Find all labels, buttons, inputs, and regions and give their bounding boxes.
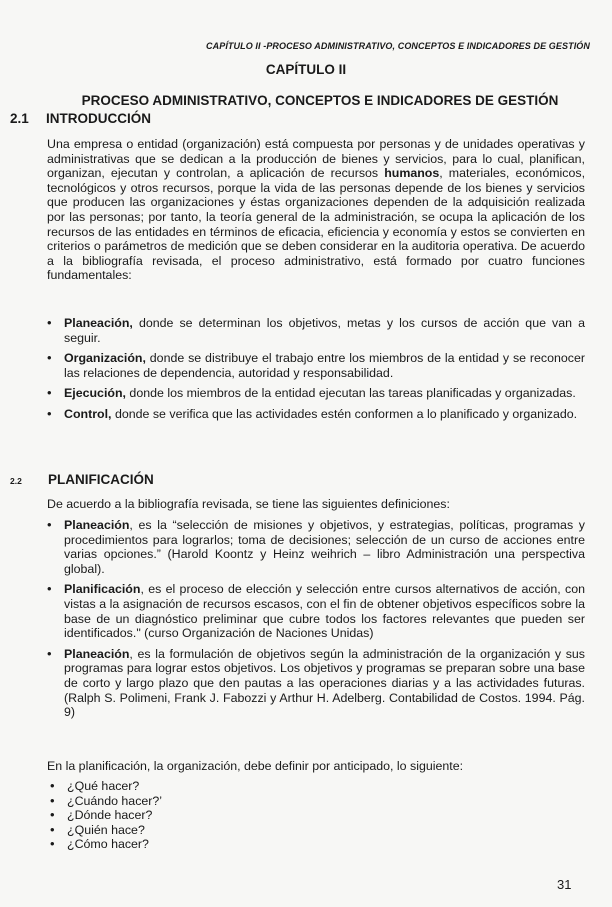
functions-list	[47, 316, 585, 422]
section-heading-introduccion	[10, 111, 151, 126]
list-item	[47, 647, 585, 720]
list-item-text: , es la “selección de misiones y objetivos, y estrategias, políticas, programas y procedimientos para lograrlos; toma de decisiones; selección de un curso de acciones entre varias opciones.” (Harold Koontz y Heinz weihrich – libro Administración una perspectiva global).	[64, 518, 585, 576]
intro-text-bold: humanos	[384, 166, 440, 181]
question-text: ¿Quién hace?	[67, 822, 145, 837]
list-item	[50, 794, 588, 809]
section-number: 2.2	[10, 476, 22, 486]
list-item-text: donde se distribuye el trabajo entre los miembros de la entidad y se reconocer las relaciones de dependencia, autoridad y responsabilidad.	[64, 351, 585, 380]
list-item	[47, 407, 585, 422]
bullet-icon: •	[47, 581, 52, 597]
list-item-term: Planeación	[64, 646, 130, 661]
list-item-term: Planeación	[64, 518, 130, 532]
definitions-list	[47, 518, 585, 720]
running-header: CAPÍTULO II -PROCESO ADMINISTRATIVO, CONCEPTOS E INDICADORES DE GESTIÓN	[206, 41, 590, 51]
bullet-icon: •	[50, 807, 55, 823]
bullet-icon: •	[50, 821, 55, 837]
question-text: ¿Cuándo hacer?’	[67, 793, 163, 808]
list-item	[47, 582, 585, 640]
list-item-term: Control,	[64, 406, 112, 421]
bullet-icon: •	[50, 836, 55, 852]
list-item-text: donde se verifica que las actividades estén conformen a lo planificado y organizado.	[111, 406, 578, 421]
list-item	[50, 823, 588, 838]
intro-paragraph	[47, 137, 585, 283]
list-item-text: , es la formulación de objetivos según la administración de la organización y sus programas para lograr estos objetivos. Los objetivos y programas se preparan sobre una base de corto y largo plazo que den pautas a las operaciones diarias y a las actividades futuras. (Ralph S. Polimeni, Frank J. Fabozzi y Arthur H. Adelberg. Contabilidad de Costos. 1994. Pág. 9)	[64, 646, 585, 720]
bullet-icon: •	[50, 778, 55, 793]
question-text: ¿Cómo hacer?	[67, 837, 149, 852]
list-item	[47, 386, 585, 401]
chapter-subtitle: PROCESO ADMINISTRATIVO, CONCEPTOS E INDICADORES DE GESTIÓN	[81, 93, 559, 108]
section-heading-planificacion	[10, 472, 154, 487]
planning-outro: En la planificación, la organización, debe definir por anticipado, lo siguiente:	[47, 759, 464, 773]
question-text: ¿Qué hacer?	[67, 779, 140, 793]
questions-list	[50, 779, 588, 852]
bullet-icon: •	[47, 315, 52, 330]
page-number: 31	[557, 877, 572, 892]
list-item-term: Organización,	[64, 351, 146, 366]
list-item	[47, 518, 585, 576]
list-item	[47, 316, 585, 345]
question-text: ¿Dónde hacer?	[67, 808, 153, 823]
bullet-icon: •	[47, 405, 52, 421]
list-item-term: Planificación	[64, 582, 141, 597]
definitions-intro: De acuerdo a la bibliografía revisada, se tiene las siguientes definiciones:	[47, 497, 450, 511]
list-item-text: donde los miembros de la entidad ejecutan las tareas planificadas y organizadas.	[125, 386, 576, 401]
list-item	[47, 351, 585, 380]
list-item	[50, 837, 588, 852]
intro-text-2: , materiales, económicos, tecnológicos y otros recursos, porque la vida de las personas depende de los bienes y servicios que producen las organizaciones y éstas organizaciones dependen de la adquisición realizada por las personas; por tanto, la teoría general de la administración, se ocupa la aplicación de los recursos de las entidades en términos de eficacia, eficiencia y economía y estos se convierten en criterios o parámetros de medición que se deben considerar en la auditoria operativa. De acuerdo a la bibliografía revisada, el proceso administrativo, está formado por cuatro funciones fundamentales:	[47, 166, 586, 283]
list-item-text: , es el proceso de elección y selección entre cursos alternativos de acción, con vistas a la asignación de recursos escasos, con el fin de obtener objetivos específicos sobre la base de un diagnóstico preliminar que cubre todos los factores relevantes que pueden ser identificados." (curso Organización de Naciones Unidas)	[64, 582, 585, 641]
section-title: INTRODUCCIÓN	[46, 111, 151, 126]
bullet-icon: •	[47, 350, 52, 366]
bullet-icon: •	[47, 517, 52, 532]
section-number: 2.1	[10, 111, 29, 126]
bullet-icon: •	[47, 385, 52, 401]
list-item	[50, 779, 588, 794]
list-item-text: donde se determinan los objetivos, metas y los cursos de acción que van a seguir.	[64, 316, 585, 345]
bullet-icon: •	[47, 645, 52, 661]
intro-text-1: Una empresa o entidad (organización) está compuesta por personas y de unidades operativas y administrativas que se dedican a la producción de bienes y servicios, para lo cual, planifican, organizan, ejecutan y controlan, a aplicación de recursos	[47, 137, 585, 181]
list-item-term: Ejecución,	[64, 386, 126, 401]
chapter-title: CAPÍTULO II	[265, 62, 347, 77]
section-title: PLANIFICACIÓN	[48, 472, 154, 487]
bullet-icon: •	[50, 792, 55, 808]
list-item-term: Planeación,	[64, 316, 133, 330]
list-item	[50, 808, 588, 823]
